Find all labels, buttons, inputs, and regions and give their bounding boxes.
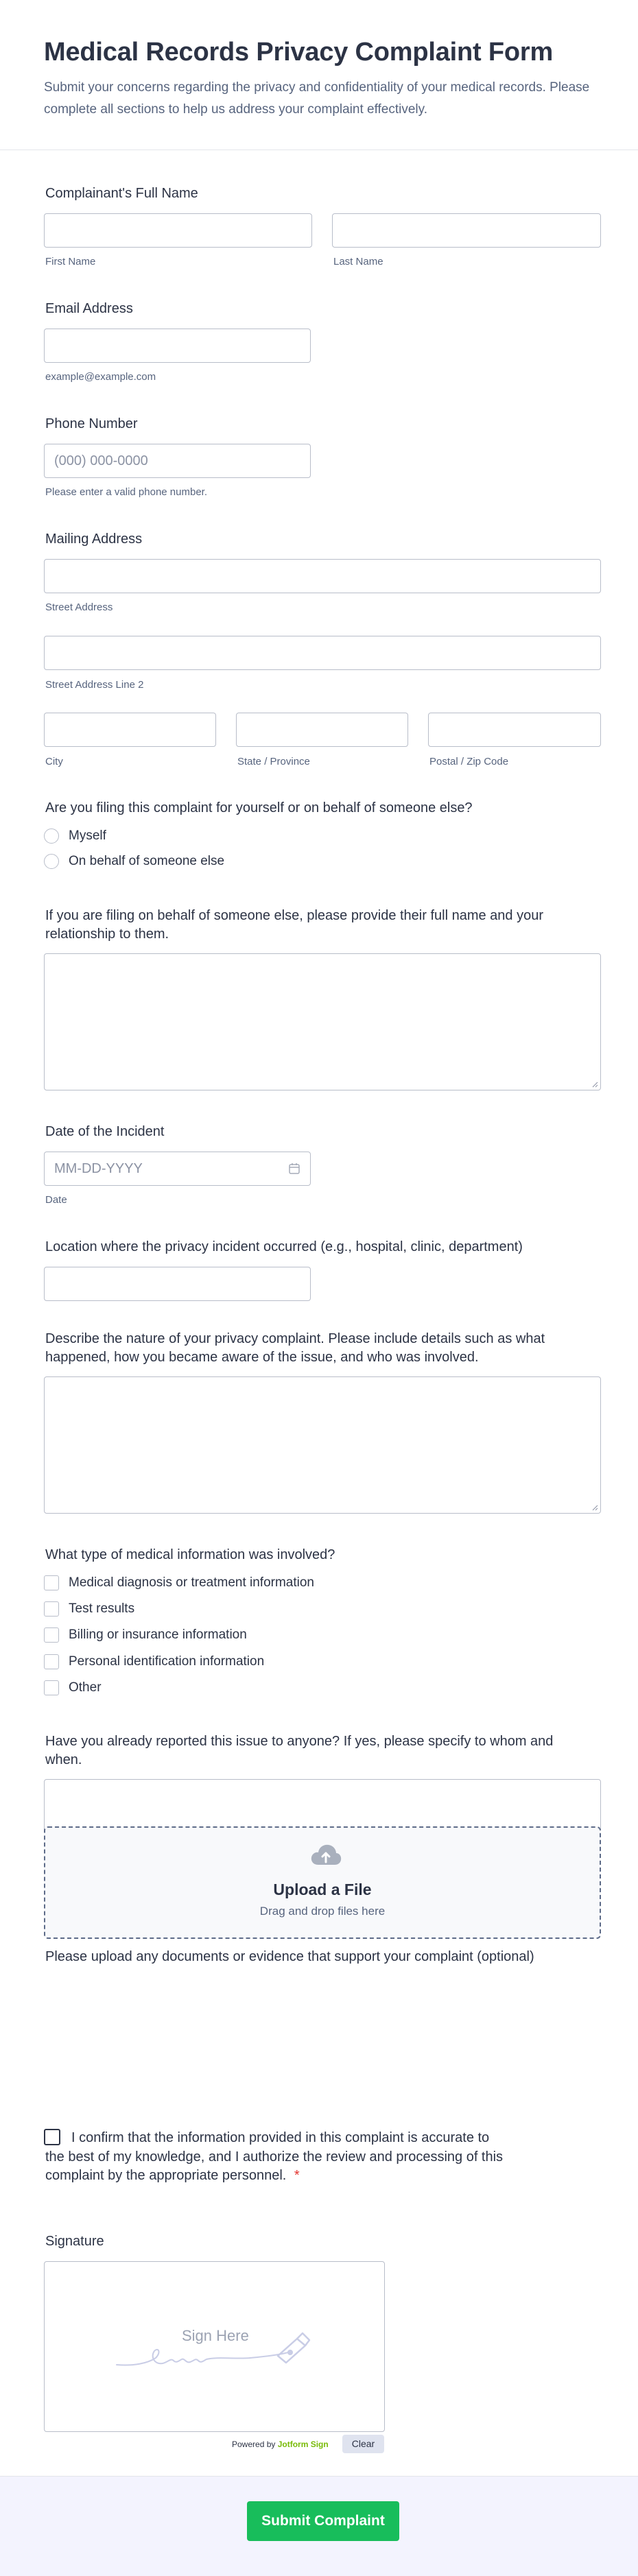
street-sublabel: Street Address <box>45 601 113 613</box>
incident-date-placeholder: MM-DD-YYYY <box>54 1161 143 1176</box>
behalf-details-label-2: relationship to them. <box>45 927 169 942</box>
upload-title: Upload a File <box>273 1881 372 1898</box>
clear-signature-button[interactable]: Clear <box>342 2435 384 2453</box>
zip-input[interactable] <box>428 713 601 747</box>
email-sublabel: example@example.com <box>45 371 156 383</box>
required-asterisk: * <box>294 2168 300 2183</box>
checkbox-diagnosis-label[interactable]: Medical diagnosis or treatment information <box>69 1575 315 1590</box>
powered-by <box>232 2440 329 2449</box>
radio-on-behalf-label[interactable]: On behalf of someone else <box>69 854 225 868</box>
checkbox-personal-id[interactable] <box>44 1654 59 1669</box>
email-input[interactable] <box>44 329 311 363</box>
checkbox-other-label[interactable]: Other <box>69 1680 102 1695</box>
email-label: Email Address <box>45 301 133 316</box>
reported-label-1: Have you already reported this issue to anyone? If yes, please specify to whom and <box>45 1734 554 1749</box>
state-sublabel: State / Province <box>237 756 310 767</box>
checkbox-billing-label[interactable]: Billing or insurance information <box>69 1627 247 1642</box>
last-name-sublabel: Last Name <box>333 256 383 267</box>
file-upload-dropzone[interactable] <box>44 1826 601 1939</box>
form-content <box>0 150 638 2475</box>
nature-label-1: Describe the nature of your privacy complaint. Please include details such as what <box>45 1331 545 1346</box>
address-label: Mailing Address <box>45 532 143 547</box>
confirm-text-3[interactable] <box>45 2166 300 2185</box>
signature-pad[interactable] <box>44 2261 385 2432</box>
form-header <box>0 0 638 150</box>
city-sublabel: City <box>45 756 63 767</box>
phone-label: Phone Number <box>45 416 138 431</box>
phone-input[interactable]: (000) 000-0000 <box>44 444 311 478</box>
confirm-text-1[interactable]: I confirm that the information provided in this complaint is accurate to <box>71 2130 490 2145</box>
checkbox-other[interactable] <box>44 1680 59 1695</box>
zip-sublabel: Postal / Zip Code <box>429 756 509 767</box>
upload-label: Please upload any documents or evidence that support your complaint (optional) <box>45 1949 534 1964</box>
calendar-icon[interactable] <box>288 1162 300 1175</box>
incident-date-input[interactable] <box>44 1152 311 1186</box>
radio-myself[interactable] <box>44 828 59 844</box>
cloud-upload-icon <box>310 1843 342 1866</box>
checkbox-personal-id-label[interactable]: Personal identification information <box>69 1654 265 1669</box>
info-type-label: What type of medical information was involved? <box>45 1547 335 1562</box>
first-name-sublabel: First Name <box>45 256 96 267</box>
city-input[interactable] <box>44 713 216 747</box>
behalf-details-label-1: If you are filing on behalf of someone else, please provide their full name and your <box>45 908 543 923</box>
checkbox-diagnosis[interactable] <box>44 1575 59 1590</box>
form-title: Medical Records Privacy Complaint Form <box>44 38 554 67</box>
signature-label: Signature <box>45 2234 104 2249</box>
location-label: Location where the privacy incident occurred (e.g., hospital, clinic, department) <box>45 1239 523 1254</box>
confirm-checkbox[interactable] <box>44 2129 60 2145</box>
state-input[interactable] <box>236 713 408 747</box>
last-name-input[interactable] <box>332 213 601 248</box>
confirm-text-2[interactable]: the best of my knowledge, and I authorize the review and processing of this <box>45 2149 504 2164</box>
checkbox-billing[interactable] <box>44 1627 59 1643</box>
submit-button[interactable]: Submit Complaint <box>247 2501 399 2541</box>
street-input[interactable] <box>44 559 601 593</box>
form-description: Submit your concerns regarding the privacy and confidentiality of your medical records. Please complete all sections to help us address your complaint effectively. <box>44 80 590 117</box>
checkbox-test-results[interactable] <box>44 1601 59 1617</box>
street2-input[interactable] <box>44 636 601 670</box>
radio-on-behalf[interactable] <box>44 854 59 869</box>
confirm-text-3-inner: complaint by the appropriate personnel. <box>45 2168 287 2183</box>
resize-grip-icon[interactable] <box>591 1504 598 1511</box>
resize-grip-icon[interactable] <box>591 1081 598 1088</box>
reported-label-2: when. <box>45 1752 82 1767</box>
phone-sublabel: Please enter a valid phone number. <box>45 486 207 498</box>
radio-myself-label[interactable]: Myself <box>69 828 106 843</box>
location-input[interactable] <box>44 1267 311 1301</box>
first-name-input[interactable] <box>44 213 312 248</box>
incident-date-sublabel: Date <box>45 1194 67 1206</box>
full-name-label: Complainant's Full Name <box>45 186 198 201</box>
filing-for-label: Are you filing this complaint for yourself or on behalf of someone else? <box>45 800 473 815</box>
incident-date-label: Date of the Incident <box>45 1124 165 1139</box>
jotform-sign-brand: Jotform Sign <box>277 2440 329 2449</box>
checkbox-test-results-label[interactable]: Test results <box>69 1601 135 1616</box>
behalf-details-textarea[interactable] <box>44 953 601 1090</box>
powered-by-text: Powered by <box>232 2440 276 2449</box>
signature-pen-icon <box>113 2325 319 2373</box>
upload-subtitle: Drag and drop files here <box>259 1905 386 1918</box>
nature-textarea[interactable] <box>44 1376 601 1514</box>
street2-sublabel: Street Address Line 2 <box>45 679 144 691</box>
nature-label-2: happened, how you became aware of the issue, and who was involved. <box>45 1350 479 1365</box>
signature-placeholder: Sign Here <box>182 2327 249 2344</box>
